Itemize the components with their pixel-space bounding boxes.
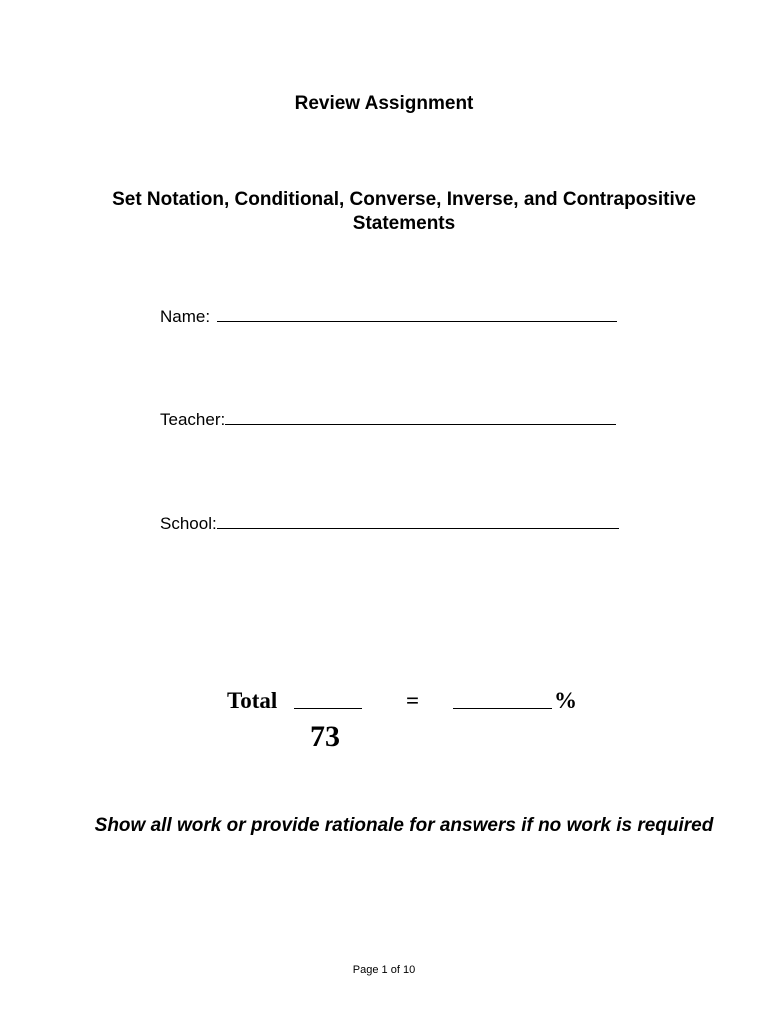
- school-field: [160, 514, 619, 534]
- score-denominator: 73: [310, 720, 340, 753]
- equals-sign: =: [406, 688, 420, 713]
- percent-sign: %: [554, 688, 577, 713]
- name-field: [160, 307, 617, 327]
- name-blank-line[interactable]: [217, 307, 617, 322]
- page-subtitle: Set Notation, Conditional, Converse, Inverse, and Contrapositive Statements: [112, 189, 696, 234]
- total-label: Total: [227, 688, 278, 713]
- school-label: School:: [160, 514, 217, 533]
- percent-blank-line[interactable]: [453, 708, 552, 709]
- instructions: Show all work or provide rationale for answers if no work is required: [94, 815, 714, 836]
- teacher-label: Teacher:: [160, 410, 226, 429]
- teacher-field: [160, 410, 616, 430]
- school-blank-line[interactable]: [217, 514, 619, 529]
- page-title: Review Assignment: [294, 93, 474, 114]
- score-blank-line[interactable]: [294, 708, 362, 709]
- page-footer: Page 1 of 10: [352, 964, 416, 976]
- name-label: Name:: [160, 307, 211, 326]
- teacher-blank-line[interactable]: [225, 410, 616, 425]
